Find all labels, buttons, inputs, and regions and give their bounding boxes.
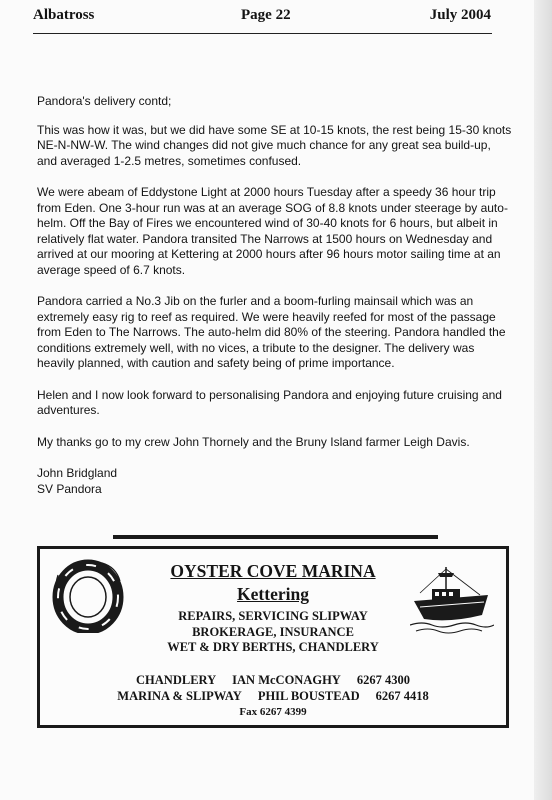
- contact-person: IAN McCONAGHY: [232, 673, 341, 687]
- contact-phone: 6267 4300: [356, 673, 410, 687]
- issue-date: July 2004: [429, 7, 491, 23]
- contact-block: [40, 672, 506, 720]
- newsletter-title: Albatross: [33, 7, 95, 23]
- vessel-name: SV Pandora: [37, 481, 102, 496]
- article-paragraph: We were abeam of Eddystone Light at 2000 hours Tuesday after a speedy 36 hour trip from Eden. One 3-hour run was at an average SOG of 8.8 knots under steerage by auto-helm. Off the Bay of Fires we encountered wind of 30-40 knots for 6 hours, but albeit in relatively flat water. Pandora transited The Narrows at 1500 hours on Wednesday and arrived at our mooring at Kettering at 2000 hours after 96 hours motor sailing time at an average speed of 6.7 knots.: [37, 185, 508, 277]
- article-paragraph: Pandora carried a No.3 Jib on the furler and a boom-furling mainsail which was an extremely easy rig to reef as required. We were heavily reefed for most of the passage from Eden to The Narrows. The auto-helm did 80% of the steering. Pandora handled the conditions extremely well, with no vices, a tribute to the designer. The delivery was heavily planned, with caution and safety being of prime importance.: [37, 294, 506, 370]
- page-edge-shadow: [534, 0, 552, 800]
- fax-number: Fax 6267 4399: [239, 706, 307, 718]
- page-number: Page 22: [241, 7, 291, 23]
- article-paragraph: This was how it was, but we did have some SE at 10-15 knots, the rest being 15-30 knots NE-N-NW-W. The wind changes did not give much chance for any great sea build-up, and averaged 1-2.5 metres, sometimes confused.: [37, 122, 512, 168]
- contact-row: [40, 672, 506, 688]
- article-paragraph: Helen and I now look forward to personalising Pandora and enjoying future cruising and adventures.: [37, 387, 502, 417]
- author-name: John Bridgland: [37, 466, 118, 480]
- section-divider: [113, 535, 438, 539]
- contact-phone: 6267 4418: [375, 689, 429, 703]
- contact-row: [40, 688, 506, 704]
- signature: [37, 466, 512, 497]
- article-paragraph: My thanks go to my crew John Thornely and the Bruny Island farmer Leigh Davis.: [37, 434, 470, 449]
- contact-person: PHIL BOUSTEAD: [257, 689, 360, 703]
- header-rule: [33, 33, 492, 34]
- service-line: WET & DRY BERTHS, CHANDLERY: [167, 640, 379, 654]
- contact-department: MARINA & SLIPWAY: [117, 689, 242, 703]
- service-line: BROKERAGE, INSURANCE: [192, 624, 354, 639]
- boat-icon: [410, 565, 494, 639]
- service-line: REPAIRS, SERVICING SLIPWAY: [178, 609, 368, 623]
- marina-name: OYSTER COVE MARINA: [170, 561, 376, 581]
- contact-department: CHANDLERY: [136, 673, 217, 687]
- marina-advertisement: [37, 546, 509, 728]
- marina-town: Kettering: [237, 584, 309, 604]
- article-heading: Pandora's delivery contd;: [37, 94, 172, 108]
- article: [37, 94, 512, 497]
